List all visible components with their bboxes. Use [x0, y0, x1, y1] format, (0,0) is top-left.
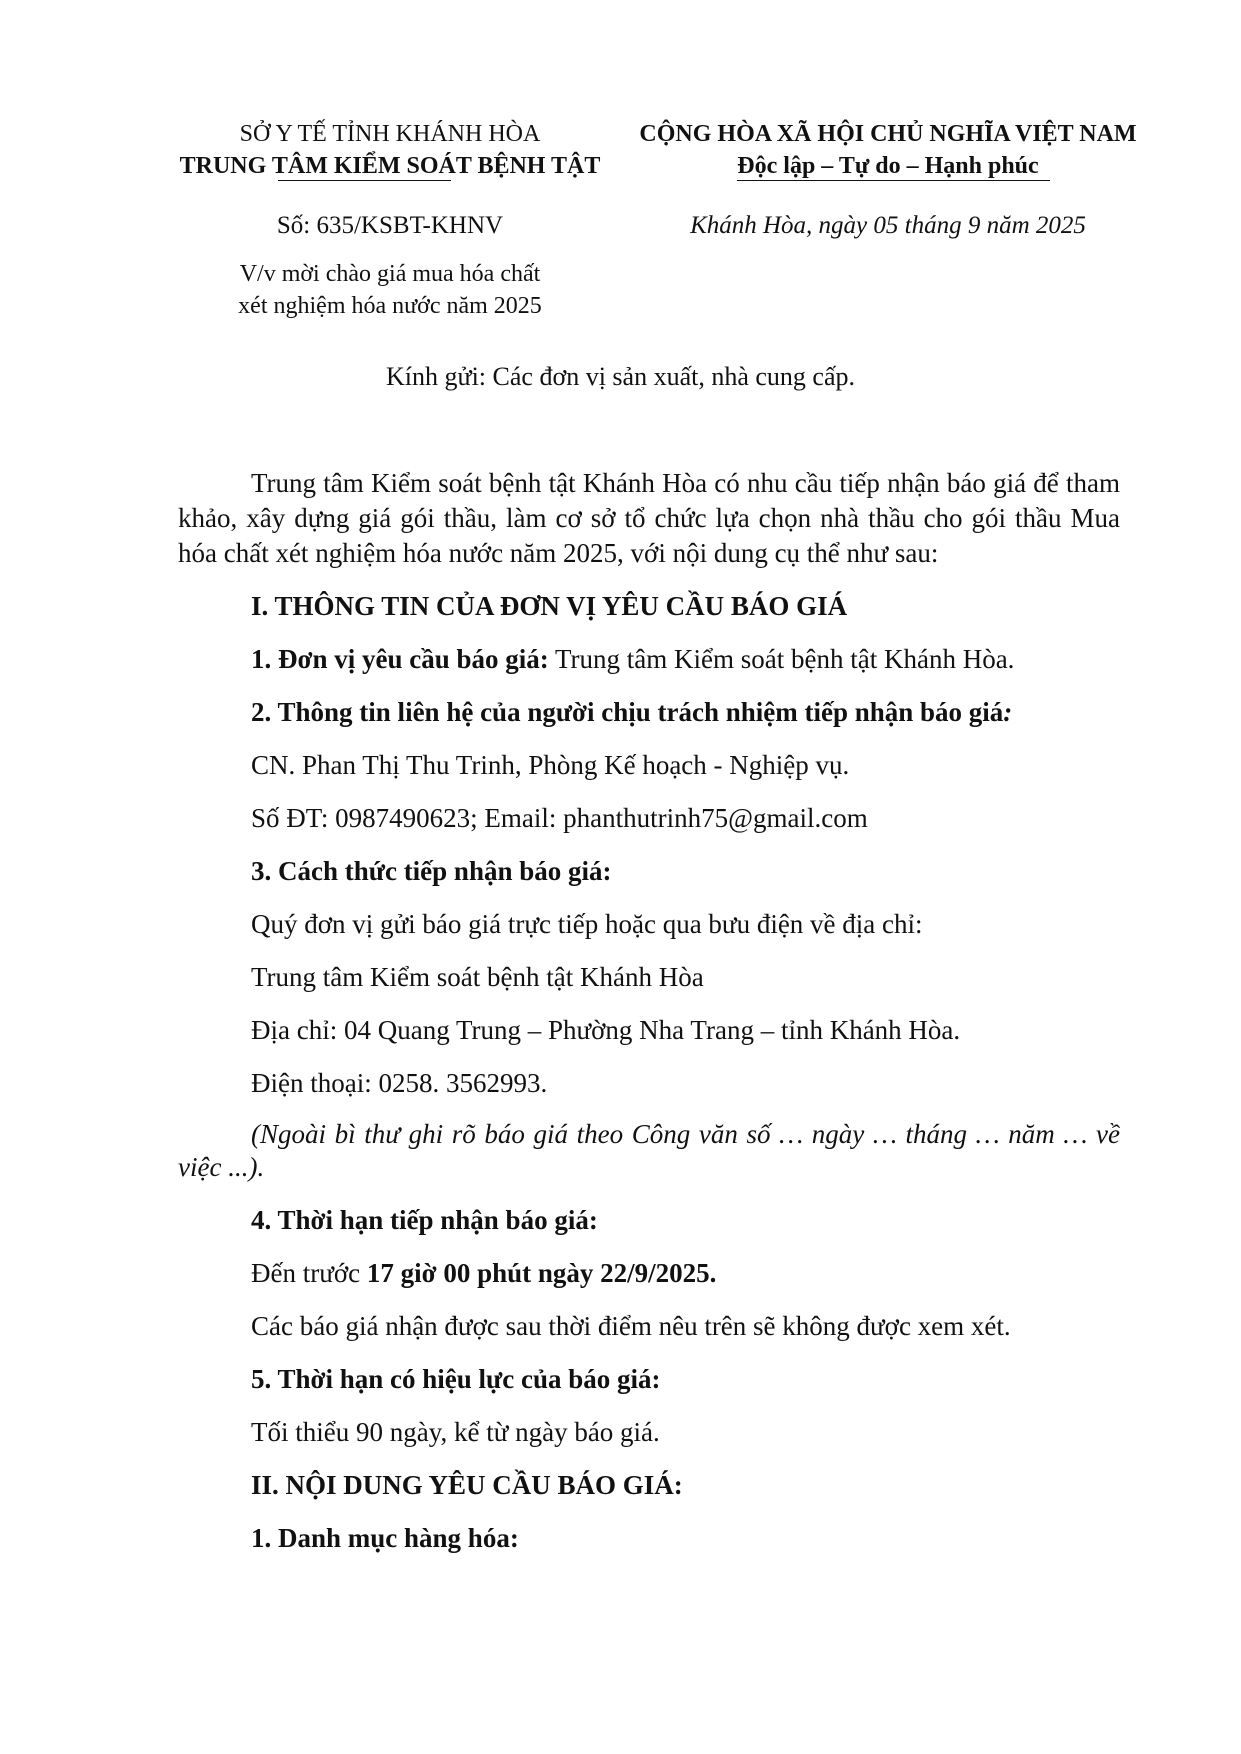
organization-phone: Điện thoại: 0258. 3562993. — [251, 1068, 548, 1098]
contact-name: CN. Phan Thị Thu Trinh, Phòng Kế hoạch - Nghiệp vụ. — [251, 750, 850, 780]
deadline — [178, 1255, 1120, 1291]
issuer-underline — [278, 180, 451, 181]
validity-period: Tối thiểu 90 ngày, kể từ ngày báo giá. — [251, 1417, 660, 1447]
national-title: CỘNG HÒA XÃ HỘI CHỦ NGHĨA VIỆT NAM — [639, 121, 1137, 147]
receipt-method: Quý đơn vị gửi báo giá trực tiếp hoặc qua bưu điện về địa chỉ: — [251, 909, 923, 939]
document-body — [178, 466, 1120, 1573]
section-2-heading: II. NỘI DUNG YÊU CẦU BÁO GIÁ: — [251, 1470, 683, 1500]
contact-heading — [178, 694, 1120, 730]
issuer-block — [140, 118, 640, 182]
intro-paragraph: Trung tâm Kiểm soát bệnh tật Khánh Hòa có nhu cầu tiếp nhận báo giá để tham khảo, xây dựng giá gói thầu, làm cơ sở tổ chức lựa chọn nhà thầu cho gói thầu Mua hóa chất xét nghiệm hóa nước năm 2025, với nội dung cụ thể như sau: — [178, 468, 1120, 568]
section-1-heading: I. THÔNG TIN CỦA ĐƠN VỊ YÊU CẦU BÁO GIÁ — [251, 591, 848, 621]
national-motto-block — [628, 118, 1148, 182]
organization-name: Trung tâm Kiểm soát bệnh tật Khánh Hòa — [251, 962, 704, 992]
subject-line-2: xét nghiệm hóa nước năm 2025 — [238, 293, 542, 319]
validity-heading: 5. Thời hạn có hiệu lực của báo giá: — [251, 1364, 661, 1394]
requesting-unit-label: 1. Đơn vị yêu cầu báo giá: — [251, 644, 549, 674]
subject-line-1: V/v mời chào giá mua hóa chất — [239, 261, 541, 287]
national-motto: Độc lập – Tự do – Hạnh phúc — [737, 153, 1039, 179]
envelope-note: (Ngoài bì thư ghi rõ báo giá theo Công văn số … ngày … tháng … năm … về việc ...). — [178, 1119, 1120, 1182]
document-subject — [140, 258, 640, 322]
late-submission-note: Các báo giá nhận được sau thời điểm nêu trên sẽ không được xem xét. — [251, 1311, 1011, 1341]
document-number: Số: 635/KSBT-KHNV — [276, 212, 504, 239]
deadline-prefix: Đến trước — [251, 1258, 367, 1288]
contact-heading-label: 2. Thông tin liên hệ của người chịu trách nhiệm tiếp nhận báo giá — [251, 697, 1004, 727]
motto-underline — [737, 180, 1050, 181]
deadline-heading: 4. Thời hạn tiếp nhận báo giá: — [251, 1205, 598, 1235]
document-date: Khánh Hòa, ngày 05 tháng 9 năm 2025 — [690, 212, 1086, 239]
requesting-unit — [178, 641, 1120, 677]
issuer-department: SỞ Y TẾ TỈNH KHÁNH HÒA — [239, 121, 541, 147]
organization-address: Địa chỉ: 04 Quang Trung – Phường Nha Trang – tỉnh Khánh Hòa. — [251, 1015, 961, 1045]
recipient-line: Kính gửi: Các đơn vị sản xuất, nhà cung cấp. — [385, 362, 855, 391]
contact-phone-email: Số ĐT: 0987490623; Email: phanthutrinh75@gmail.com — [251, 803, 868, 833]
requesting-unit-value: Trung tâm Kiểm soát bệnh tật Khánh Hòa. — [548, 644, 1015, 674]
deadline-value: 17 giờ 00 phút ngày 22/9/2025. — [366, 1258, 717, 1288]
goods-list-heading: 1. Danh mục hàng hóa: — [251, 1523, 519, 1553]
issuer-organization: TRUNG TÂM KIỂM SOÁT BỆNH TẬT — [179, 153, 601, 179]
receipt-method-heading: 3. Cách thức tiếp nhận báo giá: — [251, 856, 612, 886]
contact-heading-colon: : — [1003, 697, 1013, 727]
